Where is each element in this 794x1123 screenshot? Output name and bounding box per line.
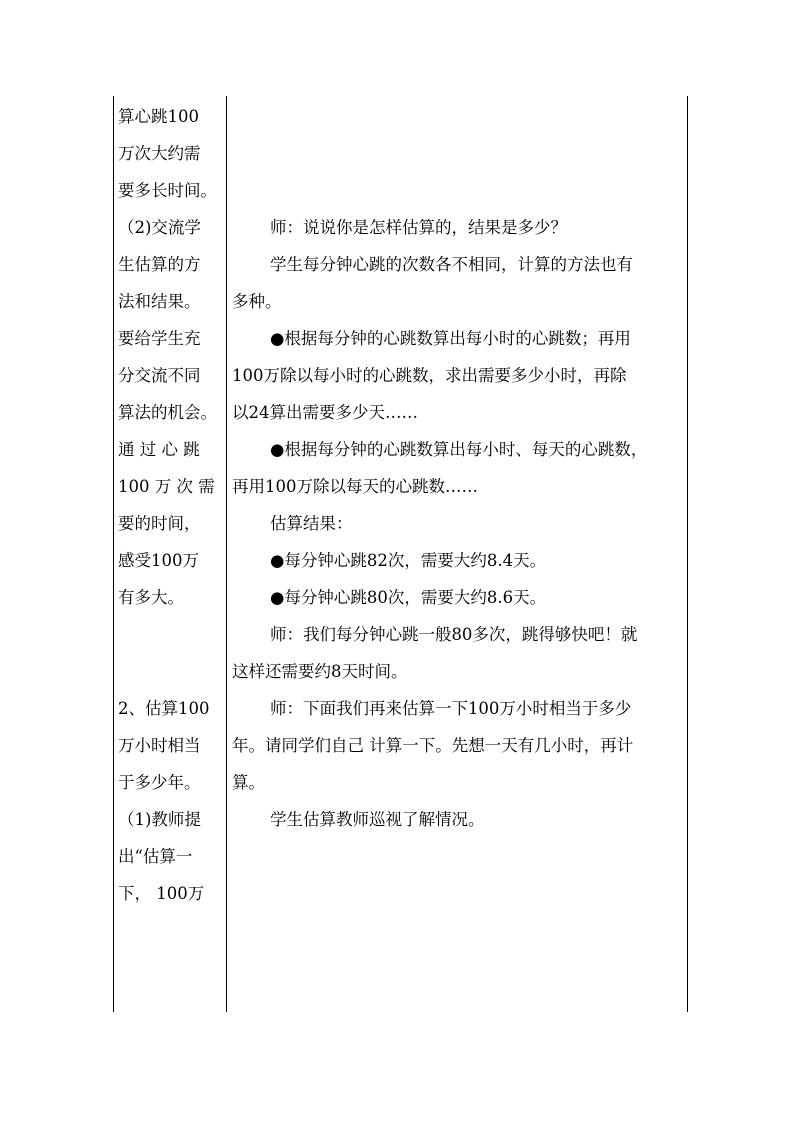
notes-line: 万小时相当: [118, 736, 201, 755]
content-line: [232, 172, 684, 209]
content-line: [232, 135, 684, 172]
notes-line: 生估算的方: [118, 255, 201, 274]
content-line: 算。: [232, 773, 265, 792]
notes-line: 分交流不同: [118, 366, 201, 385]
notes-column: [118, 96, 226, 912]
notes-line: 万次大约需: [118, 144, 201, 163]
table-border-middle: [226, 96, 227, 1012]
content-line: 师：我们每分钟心跳一般80多次，跳得够快吧！就: [269, 625, 638, 644]
notes-line: 算法的机会。: [118, 403, 217, 422]
content-line: 多种。: [232, 292, 282, 311]
content-line: ●每分钟心跳80次，需要大约8.6天。: [269, 588, 547, 607]
notes-line: （2)交流学: [118, 218, 201, 237]
content-line: 再用100万除以每天的心跳数……: [232, 477, 478, 496]
content-line: 100万除以每小时的心跳数，求出需要多少小时，再除: [232, 366, 627, 385]
content-line: 这样还需要约8天时间。: [232, 662, 408, 681]
content-line: 师：说说你是怎样估算的，结果是多少？: [269, 218, 567, 237]
notes-line: 于多少年。: [118, 773, 201, 792]
notes-line: （1)教师提: [118, 810, 201, 829]
lesson-content-column: [232, 96, 684, 912]
notes-line: 下， 100万: [118, 884, 205, 903]
content-line: [232, 838, 684, 875]
content-line: 以24算出需要多少天……: [232, 403, 418, 422]
notes-line: 感受100万: [118, 551, 199, 570]
content-line: 估算结果：: [269, 514, 353, 533]
content-line: ●每分钟心跳82次，需要大约8.4天。: [269, 551, 547, 570]
content-line: 年。请同学们自己 计算一下。先想一天有几小时，再计: [232, 736, 634, 755]
notes-line: [118, 653, 226, 690]
notes-line: 要的时间，: [118, 514, 201, 533]
notes-line: 出“估算一: [118, 847, 193, 866]
table-border-right: [687, 96, 688, 1012]
notes-line: 有多大。: [118, 588, 184, 607]
content-line: [232, 875, 684, 912]
notes-line: 100 万 次 需: [118, 477, 215, 496]
content-line: ●根据每分钟的心跳数算出每小时、每天的心跳数，: [269, 440, 648, 459]
content-line: ●根据每分钟的心跳数算出每小时的心跳数；再用: [269, 329, 631, 348]
content-line: 学生估算教师巡视了解情况。: [269, 810, 485, 829]
notes-line: [118, 616, 226, 653]
notes-line: 算心跳100: [118, 107, 199, 126]
content-line: 学生每分钟心跳的次数各不相同，计算的方法也有: [269, 255, 633, 274]
notes-line: 通 过 心 跳: [118, 440, 200, 459]
table-border-left: [113, 96, 114, 1012]
content-line: [232, 98, 684, 135]
notes-line: 2、估算100: [118, 699, 210, 718]
content-line: 师：下面我们再来估算一下100万小时相当于多少: [269, 699, 632, 718]
notes-line: 要给学生充: [118, 329, 201, 348]
notes-line: 法和结果。: [118, 292, 201, 311]
notes-line: 要多长时间。: [118, 181, 217, 200]
